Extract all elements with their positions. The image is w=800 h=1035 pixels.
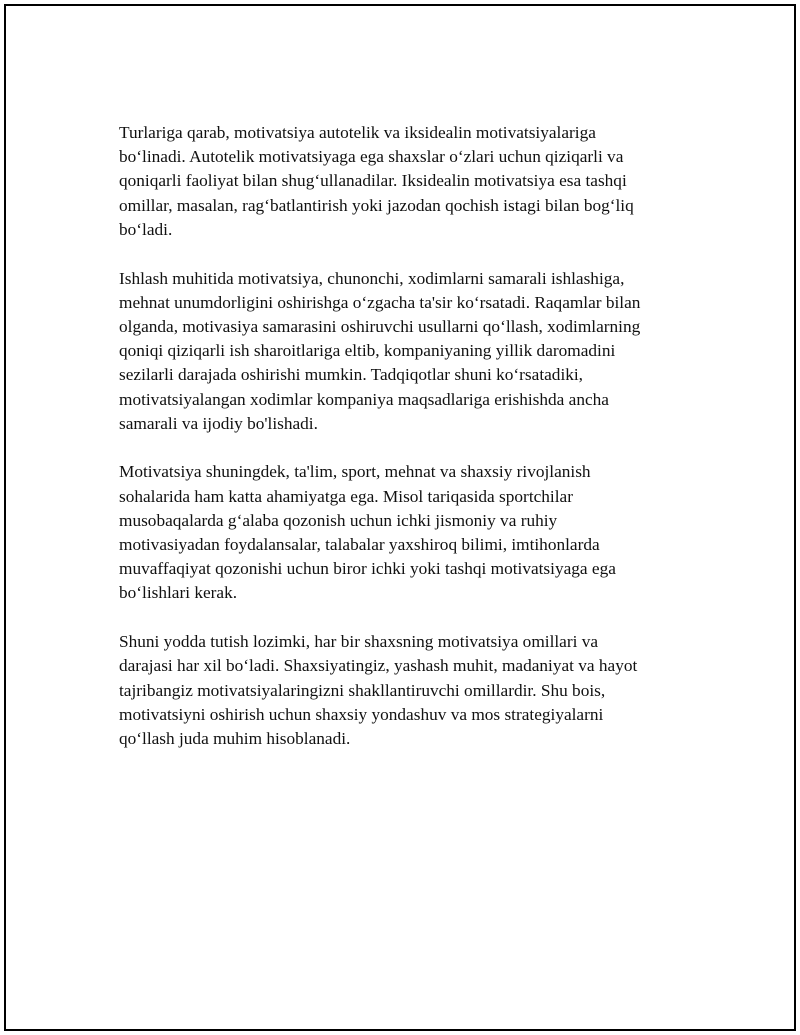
text-line: bo‘lishlari kerak. [119, 583, 238, 603]
text-line: sezilarli darajada oshirishi mumkin. Tadqiqotlar shuni ko‘rsatadiki, [119, 365, 584, 385]
text-line: qoniqarli faoliyat bilan shug‘ullanadilar. Iksidealin motivatsiya esa tashqi [119, 171, 627, 191]
text-line: motivatsiyni oshirish uchun shaxsiy yondashuv va mos strategiyalarni [119, 704, 604, 724]
text-line: muvaffaqiyat qozonishi uchun biror ichki yoki tashqi motivatsiyaga ega [119, 559, 616, 579]
text-line: bo‘linadi. Autotelik motivatsiyaga ega shaxslar o‘zlari uchun qiziqarli va [119, 147, 624, 167]
text-line: qoniqi qiziqarli ish sharoitlariga eltib, kompaniyaning yillik daromadini [119, 341, 616, 361]
text-line: olganda, motivasiya samarasini oshiruvchi usullarni qo‘llash, xodimlarning [119, 316, 641, 336]
text-line: qo‘llash juda muhim hisoblanadi. [119, 728, 351, 748]
text-line: omillar, masalan, rag‘batlantirish yoki jazodan qochish istagi bilan bog‘liq [119, 195, 634, 215]
document-page [4, 4, 796, 1031]
text-line: bo‘ladi. [119, 219, 173, 239]
document-body [119, 121, 684, 776]
paragraph-4 [119, 630, 684, 751]
text-line: sohalarida ham katta ahamiyatga ega. Misol tariqasida sportchilar [119, 486, 573, 506]
text-line: mehnat unumdorligini oshirishga o‘zgacha ta'sir ko‘rsatadi. Raqamlar bilan [119, 292, 641, 312]
paragraph-1 [119, 121, 684, 242]
text-line: motivatsiyalangan xodimlar kompaniya maqsadlariga erishishda ancha [119, 389, 609, 409]
text-line: Motivatsiya shuningdek, ta'lim, sport, mehnat va shaxsiy rivojlanish [119, 462, 591, 482]
text-line: samarali va ijodiy bo'lishadi. [119, 413, 318, 433]
paragraph-2 [119, 267, 684, 436]
text-line: Shuni yodda tutish lozimki, har bir shaxsning motivatsiya omillari va [119, 632, 599, 652]
text-line: motivasiyadan foydalansalar, talabalar yaxshiroq bilimi, imtihonlarda [119, 535, 600, 555]
text-line: musobaqalarda g‘alaba qozonish uchun ichki jismoniy va ruhiy [119, 510, 558, 530]
text-line: tajribangiz motivatsiyalaringizni shakllantiruvchi omillardir. Shu bois, [119, 680, 606, 700]
text-line: darajasi har xil bo‘ladi. Shaxsiyatingiz, yashash muhit, madaniyat va hayot [119, 656, 638, 676]
paragraph-3 [119, 460, 684, 605]
text-line: Ishlash muhitida motivatsiya, chunonchi, xodimlarni samarali ishlashiga, [119, 268, 625, 288]
text-line: Turlariga qarab, motivatsiya autotelik va iksidealin motivatsiyalariga [119, 123, 596, 142]
